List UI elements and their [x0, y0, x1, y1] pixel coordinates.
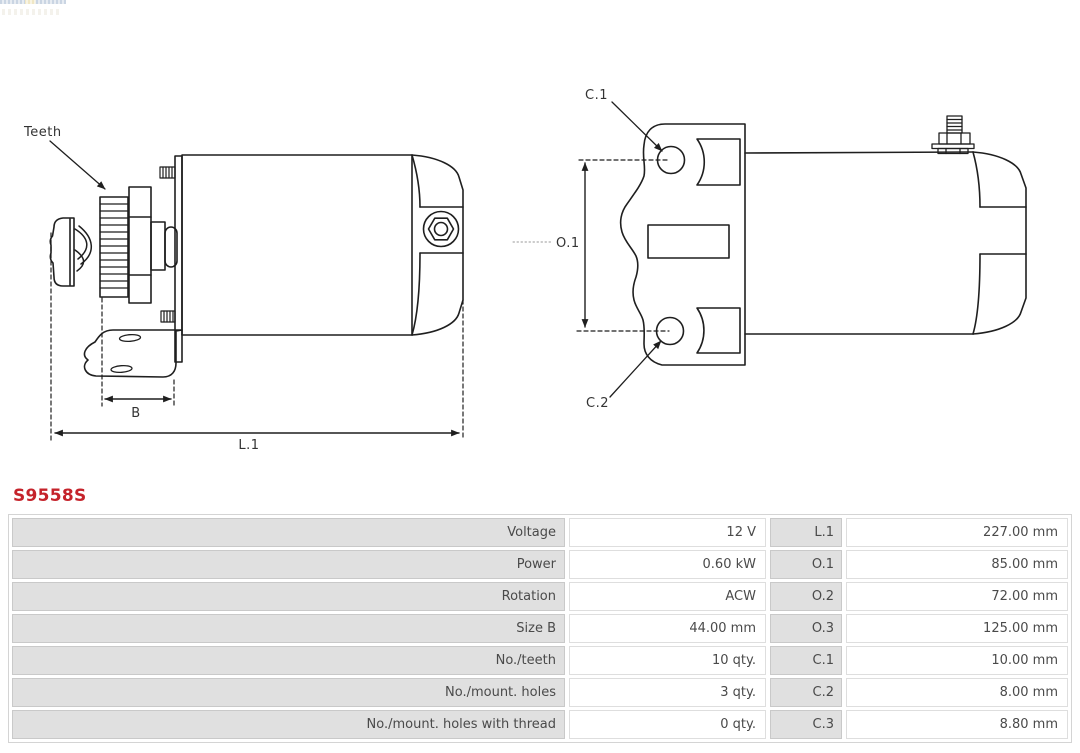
table-row	[12, 614, 1068, 643]
teeth-leader-arrow	[50, 141, 105, 189]
spec-table	[8, 514, 1072, 743]
table-row	[12, 710, 1068, 739]
spec-label-cell: Rotation	[12, 582, 565, 611]
pinion-gear	[100, 197, 128, 297]
table-row	[12, 550, 1068, 579]
dim-value-cell: 10.00 mm	[846, 646, 1068, 675]
dim-label-cell: O.1	[770, 550, 842, 579]
terminal-stud	[932, 116, 974, 154]
motor-body-right	[745, 152, 973, 334]
helical-spline	[75, 226, 91, 271]
dim-value-cell: 72.00 mm	[846, 582, 1068, 611]
dim-value-cell: 227.00 mm	[846, 518, 1068, 547]
table-row	[12, 646, 1068, 675]
flange-window-middle	[648, 225, 729, 258]
dim-b-label: B	[131, 406, 141, 421]
spec-value-cell: 3 qty.	[569, 678, 766, 707]
mounting-bracket	[84, 330, 182, 377]
spec-value-cell: 10 qty.	[569, 646, 766, 675]
motor-body	[182, 155, 412, 335]
spec-label-cell: Power	[12, 550, 565, 579]
teeth-label: Teeth	[24, 125, 62, 140]
end-cap-right	[973, 152, 1026, 334]
spec-value-cell: 44.00 mm	[569, 614, 766, 643]
side-view-drawing	[50, 141, 463, 440]
shaft-collar	[151, 222, 177, 270]
dim-label-cell: O.2	[770, 582, 842, 611]
spec-value-cell: ACW	[569, 582, 766, 611]
dim-label-cell: L.1	[770, 518, 842, 547]
end-cap	[412, 155, 463, 335]
spec-label-cell: No./teeth	[12, 646, 565, 675]
dim-l1-label: L.1	[238, 438, 260, 453]
gear-hub	[129, 187, 151, 303]
spec-label-cell: Voltage	[12, 518, 565, 547]
dim-o1	[513, 160, 669, 331]
spec-value-cell: 12 V	[569, 518, 766, 547]
table-row	[12, 678, 1068, 707]
front-view-drawing	[513, 102, 1026, 397]
mount-stud-top	[160, 167, 175, 178]
table-row	[12, 518, 1068, 547]
dim-value-cell: 8.80 mm	[846, 710, 1068, 739]
dim-c1-label: C.1	[585, 88, 608, 103]
spec-label-cell: No./mount. holes with thread	[12, 710, 565, 739]
extension-lines	[51, 233, 463, 440]
dim-label-cell: O.3	[770, 614, 842, 643]
table-row	[12, 582, 1068, 611]
c2-leader-arrow	[610, 341, 661, 397]
hex-nut	[424, 212, 459, 247]
flange-window-top	[697, 139, 740, 185]
spec-value-cell: 0 qty.	[569, 710, 766, 739]
dim-value-cell: 8.00 mm	[846, 678, 1068, 707]
part-number: S9558S	[13, 486, 87, 506]
dim-o1-label: O.1	[556, 236, 580, 251]
dim-label-cell: C.1	[770, 646, 842, 675]
dim-c2-label: C.2	[586, 396, 609, 411]
spec-value-cell: 0.60 kW	[569, 550, 766, 579]
spec-label-cell: No./mount. holes	[12, 678, 565, 707]
dim-label-cell: C.3	[770, 710, 842, 739]
dim-value-cell: 85.00 mm	[846, 550, 1068, 579]
dim-label-cell: C.2	[770, 678, 842, 707]
spec-label-cell: Size B	[12, 614, 565, 643]
flange-window-bottom	[697, 308, 740, 353]
dim-value-cell: 125.00 mm	[846, 614, 1068, 643]
mount-stud-bottom	[161, 311, 175, 322]
